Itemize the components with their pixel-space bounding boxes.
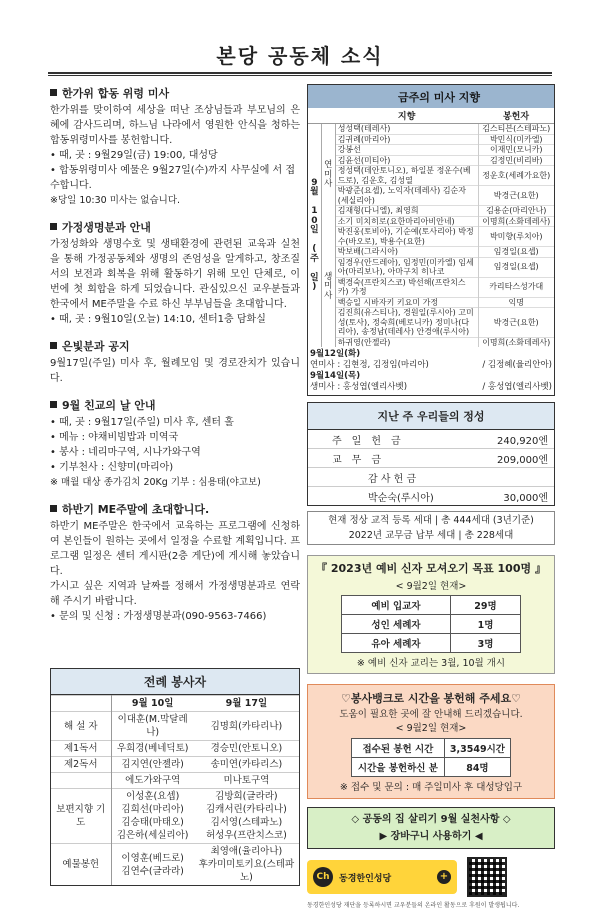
list-item: • 때, 곳 : 9월10일(오늘) 14:10, 센터1층 담화실	[50, 312, 300, 327]
mass-intention: 박광준(요셉), 노익자(데레사) 김순자(세실리아)	[335, 186, 478, 206]
bullet-square-icon	[50, 342, 57, 349]
weekday-masses: 9월12일(화) 연미사 : 김현정, 김정임(마리아) / 김정혜(율리안아) 9월14일(목) 생미사 : 홍성엽(엘리사벳) / 홍성엽(엘리사벳)	[310, 349, 552, 392]
table-row: 보편지향 기 도 이성훈(요셉) 김희선(마리아) 김승태(마태오) 김은하(세실리아) 김방희(글라라) 김캐서린(카타리나) 김서영(스테파노) 허성우(프란치스코)	[51, 789, 299, 844]
donation-note: 동경한인성당 재단을 등록하시면 교우분들의 온라인 활동으로 후원이 발생됩니다.	[307, 902, 520, 909]
date-header: 9월 10일	[111, 696, 194, 712]
mass-donor: 박경근(요한)	[478, 186, 554, 206]
table-row: 에도가와구역 미나토구역	[51, 773, 299, 789]
mass-donor: 이명희(소화데레사)	[478, 337, 554, 347]
section-body-2: 가시고 싶은 지역과 날짜를 정해서 가정생명분과로 연락해 주시기 바랍니다.	[50, 581, 300, 607]
table-row: 제2독서 김지연(안젤라) 송미연(카타리스)	[51, 757, 299, 773]
mass-donor: 임경일(요셉)	[478, 257, 554, 277]
offering-title: 지난 주 우리들의 정성	[308, 403, 554, 430]
mass-donor: 김정민(비리바)	[478, 155, 554, 166]
mass-intentions-table	[307, 84, 555, 396]
mass-intention: 김윤선(미티아)	[335, 155, 478, 166]
offering-row: 주일헌금 240,920엔	[308, 430, 554, 449]
list-item: • 봉사 : 네리마구역, 시나가와구역	[50, 445, 300, 460]
list-item: • 메뉴 : 야채비빔밥과 미역국	[50, 430, 300, 445]
bullet-square-icon	[50, 505, 57, 512]
list-item: • 때, 곳 : 9월17일(주일) 미사 후, 센터 홀	[50, 415, 300, 430]
page-title: 본당 공동체 소식	[216, 44, 384, 68]
mass-donor: 이명희(소화데레사)	[478, 216, 554, 227]
mass-date: 9 월 1 0 일 ( 주 일 )	[308, 124, 321, 348]
mass-donor: 박민식(미카엘)	[478, 134, 554, 145]
table-row: 성인 세례자 1명	[342, 615, 521, 634]
table-row	[308, 124, 554, 135]
catechumen-goal-box	[307, 555, 555, 674]
section-heading: 한가위 합동 위령 미사	[62, 87, 170, 100]
section-note: ※ 매월 대상 종가김치 20Kg 기부 : 심용태(야고보)	[50, 477, 261, 488]
table-row	[308, 308, 554, 338]
table-row	[308, 227, 554, 247]
donation-logo[interactable]: Ch 동경한인성당 +	[307, 860, 457, 894]
mass-donor: 익명	[478, 297, 554, 308]
bank-title: ♡봉사뱅크로 시간을 봉헌해 주세요♡	[341, 692, 521, 705]
mass-donor: 김스티븐(스테파노)	[478, 124, 554, 135]
table-row: 해 설 자 이대훈(M.막달레나) 김명희(카타리나)	[51, 712, 299, 741]
mass-intention: 김재형(다니엘), 최영희	[335, 206, 478, 217]
table-row	[308, 216, 554, 227]
mass-type: 생 미 사	[321, 227, 335, 348]
section-me	[50, 502, 300, 624]
section-heading: 하반기 ME주말에 초대합니다.	[62, 503, 210, 516]
goal-title: 『 2023년 예비 신자 모셔오기 목표 100명 』	[316, 562, 546, 575]
section-body: 가정성화와 생명수호 및 생태환경에 관련된 교육과 실천을 통해 가정공동체와 생명의 존엄성을 알게하고, 창조질서의 보전과 회복을 위해 활동하기 위해 모인 단체로, 이번에 첫 회합을 하게 되었습니다. 관심있으신 교우분들과 한국에서 ME주말을 수료 하신 부부님들을 초대합니다.	[50, 239, 300, 310]
offering-row: 박순숙(루시아) 30,000엔	[368, 493, 548, 504]
table-header-row	[308, 108, 554, 124]
table-row	[308, 337, 554, 347]
list-item: • 합동위령미사 예물은 9월27일(수)까지 사무실에 서 접수합니다.	[50, 163, 300, 193]
column-header: 봉헌자	[478, 108, 554, 124]
liturgy-servers-table	[50, 668, 300, 886]
ch-logo-icon: Ch	[313, 867, 333, 887]
mass-intention: 성성택(테레사)	[335, 124, 478, 135]
section-heading: 가정생명분과 안내	[62, 221, 151, 234]
mass-intention: 백경숙(프란치스코) 박선해(프란치스카) 가정	[335, 277, 478, 297]
table-row	[308, 257, 554, 277]
section-heading: 9월 친교의 날 안내	[62, 399, 156, 412]
section-family	[50, 220, 300, 327]
date-header: 9월 17일	[194, 696, 299, 712]
mass-donor: 임경일(요셉)	[478, 247, 554, 258]
bullet-square-icon	[50, 401, 57, 408]
bullet-square-icon	[50, 89, 57, 96]
section-heading: 은빛분과 공지	[62, 340, 130, 353]
goal-subtitle: < 9월2일 현재>	[395, 581, 467, 592]
table-row	[308, 166, 554, 186]
right-column	[307, 84, 555, 909]
column-header: 지향	[335, 108, 478, 124]
mass-donor: 박미향(루치아)	[478, 227, 554, 247]
bullet-square-icon	[50, 223, 57, 230]
table-row	[308, 297, 554, 308]
list-item: • 기부천사 : 신향미(마리아)	[50, 460, 300, 475]
section-silver	[50, 339, 300, 386]
offering-box	[307, 402, 555, 506]
donation-banner	[307, 857, 555, 897]
mass-intention: 박진웅(토비아), 기순예(토사리아) 박정수(바오로), 박용수(요한)	[335, 227, 478, 247]
mass-intention: 정성택(데안토니오), 하일분 정운수(베드로), 김운호, 김성열	[335, 166, 478, 186]
table-row	[308, 247, 554, 258]
section-note: ※당일 10:30 미사는 없습니다.	[50, 195, 181, 206]
mass-donor: 이재민(모니카)	[478, 145, 554, 156]
table-row	[308, 134, 554, 145]
table-row: 접수된 봉헌 시간 3,3549시간	[352, 739, 511, 758]
table-row: 유아 세례자 3명	[342, 634, 521, 653]
offering-row: 교무금 209,000엔	[308, 449, 554, 468]
section-family-day	[50, 398, 300, 490]
plus-icon: +	[437, 870, 451, 884]
mass-donor: 카리타스성가대	[478, 277, 554, 297]
list-item: • 문의 및 신청 : 가정생명분과(090-9563-7466)	[50, 609, 300, 624]
table-row	[51, 696, 299, 712]
table-row: 예비 입교자 29명	[342, 596, 521, 615]
mass-intention: 백승일 시바자키 키요미 가정	[335, 297, 478, 308]
registration-counts: 현재 정상 교적 등록 세대 | 총 444세대 (3년기준) 2022년 교무금 납부 세대 | 총 228세대	[307, 511, 555, 545]
mass-donor: 박경근(요한)	[478, 308, 554, 338]
mass-intention: 김진희(유스티나), 경원일(루시아) 고미성(토사), 정숙희(베로니카) 정미나(다리아), 송정남(데레사) 안경애(루시아)	[335, 308, 478, 338]
title-rule-thin	[48, 75, 552, 76]
mass-donor: 정운호(세례가요한)	[478, 166, 554, 186]
table-row	[308, 145, 554, 156]
table-row	[308, 277, 554, 297]
table-row	[308, 155, 554, 166]
title-rule	[48, 72, 552, 74]
service-bank-box: ♡봉사뱅크로 시간을 봉헌해 주세요♡ 도움이 필요한 곳에 잘 안내해 드리겠습니다. < 9월2일 현재> 접수된 봉헌 시간 3,3549시간 시간을 봉헌하신 분 84명 ※ 접수 및 문의 : 매 주일미사 후 대성당입구	[307, 684, 555, 799]
table-row	[308, 206, 554, 217]
qr-code-icon[interactable]	[467, 857, 507, 897]
mass-intention: 임경우(안드레아), 임정민(미카엘) 임세아(마리보나), 아마구치 히나코	[335, 257, 478, 277]
mass-donor: 김용순(마리안나)	[478, 206, 554, 217]
mass-type: 연 미 사	[321, 124, 335, 227]
left-column	[50, 80, 300, 624]
section-body: 한가위를 맞이하여 세상을 떠난 조상님들과 부모님의 은혜에 감사드리며, 하느님 나라에서 영원한 안식을 청하는 합동위령미사를 봉헌합니다.	[50, 105, 300, 146]
section-body: 하반기 ME주말은 한국에서 교육하는 프로그램에 신청하여 본인들이 원하는 곳에서 일정을 수료할 계획입니다. 프로그램 일정은 센터 게시판(2층 게단)에 게시해 놓았습니다.	[50, 521, 300, 577]
table-row: 예물봉헌 이영훈(베드로) 김연수(글라라) 최영애(율리아나) 후카미미토키요(스테파노)	[51, 844, 299, 886]
goal-note: ※ 예비 신자 교리는 3월, 10월 개시	[356, 658, 506, 669]
mass-intention: 강봉선	[335, 145, 478, 156]
section-body: 9월17일(주일) 미사 후, 월례모임 및 경로잔치가 있습니다.	[50, 358, 300, 384]
mass-title: 금주의 미사 지향	[308, 85, 554, 108]
table-row	[308, 186, 554, 206]
table-row: 시간을 봉헌하신 분 84명	[352, 758, 511, 777]
servers-title: 전례 봉사자	[51, 669, 299, 695]
mass-intention: 김귀례(마리아)	[335, 134, 478, 145]
mass-intention: 하귀영(안젤라)	[335, 337, 478, 347]
common-home-box: ◇ 공동의 집 살리기 9월 실천사항 ◇ ▶ 장바구니 사용하기 ◀	[307, 807, 555, 849]
mass-intention: 박보배(그라시아)	[335, 247, 478, 258]
mass-intention: 소기 미치히로(요한마리아비안네)	[335, 216, 478, 227]
section-chuseok	[50, 86, 300, 208]
table-row: 제1독서 우희경(베네딕토) 경승민(안토니오)	[51, 741, 299, 757]
list-item: • 때, 곳 : 9월29일(금) 19:00, 대성당	[50, 148, 300, 163]
offering-row: 감 사 헌 금	[308, 468, 554, 487]
